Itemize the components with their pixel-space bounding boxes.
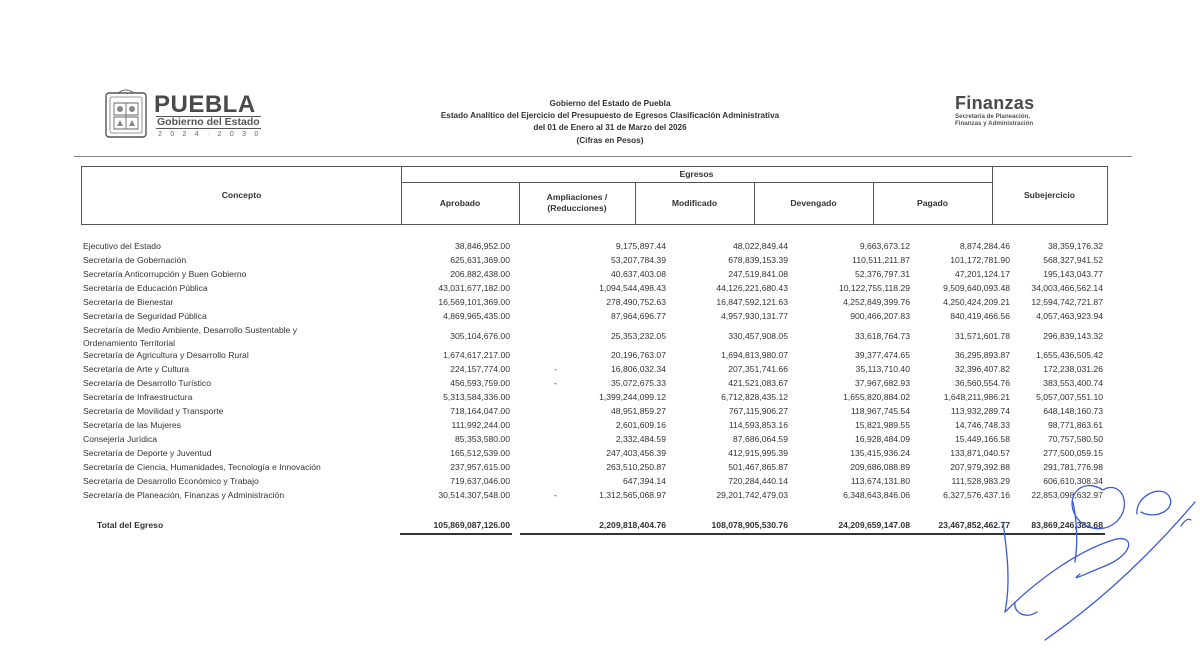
header-aprobado: Aprobado [439,197,481,208]
cell-devengado: 135,415,936.24 [850,448,910,458]
row-concept: Secretaría Anticorrupción y Buen Gobierno [83,269,247,279]
cell-devengado: 39,377,474.65 [855,350,910,360]
logo-subtitle: Gobierno del Estado [157,116,260,128]
cell-aprobado: 43,031,677,182.00 [438,283,510,293]
state-seal-icon [104,89,148,139]
total-subejercicio: 83,869,246,383.68 [1031,520,1103,530]
cell-subejercicio: 291,781,776.98 [1043,462,1103,472]
cell-modificado: 501,467,865.87 [728,462,788,472]
cell-ampliaciones: 278,490,752.63 [606,297,666,307]
cell-devengado: 52,376,797.31 [855,269,910,279]
cell-modificado: 29,201,742,479.03 [716,490,788,500]
cell-subejercicio: 383,553,400.74 [1043,378,1103,388]
cell-aprobado: 165,512,539.00 [450,448,510,458]
table-row [0,405,1200,418]
cell-devengado: 37,967,682.93 [855,378,910,388]
cell-ampliaciones: 20,196,763.07 [611,350,666,360]
row-concept: Secretaría de Ciencia, Humanidades, Tecnología e Innovación [83,462,321,472]
cell-aprobado: 4,869,965,435.00 [443,311,510,321]
cell-ampliaciones: 87,964,696.77 [611,311,666,321]
cell-modificado: 87,686,064.59 [733,434,788,444]
cell-aprobado: 1,674,617,217.00 [443,350,510,360]
cell-ampliaciones: 247,403,456.39 [606,448,666,458]
row-concept: Secretaría de Desarrollo Turístico [83,378,212,388]
title-line-1: Gobierno del Estado de Puebla [549,99,671,108]
cell-subejercicio: 34,003,466,562.14 [1031,283,1103,293]
total-underline [400,533,512,535]
table-row [0,324,1200,350]
finanzas-subtitle-2: Finanzas y Administración [955,120,1034,127]
cell-subejercicio: 4,057,463,923.94 [1036,311,1103,321]
cell-pagado: 47,201,124.17 [955,269,1010,279]
header-ampliaciones: Ampliaciones / (Reducciones) [546,192,608,213]
cell-devengado: 1,655,820,884.02 [843,392,910,402]
cell-aprobado: 30,514,307,548.00 [438,490,510,500]
cell-pagado: 8,874,284.46 [959,241,1010,251]
handwritten-signature [985,462,1200,647]
cell-aprobado: 206,882,438.00 [450,269,510,279]
cell-modificado: 114,593,853.16 [728,420,788,430]
row-concept: Secretaría de Gobernación [83,255,187,265]
cell-aprobado: 16,569,101,369.00 [438,297,510,307]
table-row [0,282,1200,295]
cell-ampliaciones: 263,510,250.87 [606,462,666,472]
logo-puebla-text: PUEBLA [154,91,256,118]
row-concept: Secretaría de Seguridad Pública [83,311,207,321]
cell-modificado: 720,284,440.14 [728,476,788,486]
cell-aprobado: 456,593,759.00 [450,378,510,388]
cell-subejercicio: 12,594,742,721.87 [1031,297,1103,307]
header-divider [74,156,1132,157]
header-pagado: Pagado [916,197,949,208]
cell-pagado: 1,648,211,986.21 [943,392,1010,402]
table-row [0,447,1200,460]
row-concept: Secretaría de Medio Ambiente, Desarrollo Sustentable y [83,325,298,335]
cell-aprobado: 719,637,046.00 [450,476,510,486]
cell-ampliaciones: 2,332,484.59 [615,434,666,444]
cell-pagado: 9,509,640,093.48 [943,283,1010,293]
cell-modificado: 4,957,930,131.77 [721,311,788,321]
row-concept: Secretaría de Deporte y Juventud [83,448,212,458]
cell-ampliaciones: 53,207,784.39 [611,255,666,265]
title-line-2: Estado Analítico del Ejercicio del Presupuesto de Egresos Clasificación Administrativa [440,111,780,121]
header-concepto: Concepto [221,190,262,200]
cell-aprobado: 38,846,952.00 [455,241,510,251]
table-row [0,419,1200,432]
header-modificado: Modificado [671,197,718,208]
title-line-3: del 01 de Enero al 31 de Marzo del 2026 [533,123,687,133]
cell-subejercicio: 70,757,580.50 [1048,434,1103,444]
cell-pagado: 133,871,040.57 [950,448,1010,458]
cell-devengado: 6,348,643,846.06 [843,490,910,500]
cell-modificado: 330,457,908.05 [728,331,788,341]
cell-modificado: 247,519,841.08 [728,269,788,279]
cell-pagado: 6,327,576,437.16 [943,490,1010,500]
row-concept: Secretaría de Bienestar [83,297,174,307]
table-row [0,310,1200,323]
table-row [0,296,1200,309]
cell-subejercicio: 1,655,436,505.42 [1036,350,1103,360]
cell-ampliaciones: 1,399,244,099.12 [599,392,666,402]
cell-devengado: 15,821,989.55 [855,420,910,430]
cell-devengado: 900,466,207.83 [850,311,910,321]
header-devengado: Devengado [790,197,837,208]
cell-devengado: 118,967,745.54 [850,406,910,416]
table-row [0,433,1200,446]
cell-ampliaciones: 35,072,675.33 [611,378,666,388]
cell-ampliaciones: 9,175,897.44 [615,241,666,251]
cell-pagado: 111,528,983.29 [951,476,1010,486]
cell-devengado: 209,686,088.89 [850,462,910,472]
table-row [0,363,1200,376]
cell-aprobado: 718,164,047.00 [450,406,510,416]
cell-devengado: 9,663,673.12 [859,241,910,251]
cell-ampliaciones: 1,312,565,068.97 [599,490,666,500]
cell-pagado: 32,396,407.82 [955,364,1010,374]
cell-subejercicio: 98,771,863.61 [1048,420,1103,430]
cell-aprobado: 625,631,369.00 [450,255,510,265]
cell-subejercicio: 568,327,941.52 [1043,255,1103,265]
row-concept: Secretaría de Agricultura y Desarrollo Rural [83,350,249,360]
total-aprobado: 105,869,087,126.00 [433,520,510,530]
row-concept: Secretaría de Arte y Cultura [83,364,190,374]
cell-pagado: 14,746,748.33 [955,420,1010,430]
cell-aprobado: 305,104,676.00 [450,331,510,341]
cell-ampliaciones: 40,637,403.08 [611,269,666,279]
negative-sign: - [554,490,557,500]
table-row [0,268,1200,281]
cell-devengado: 35,113,710.40 [855,364,910,374]
header-egresos: Egresos [679,169,714,179]
cell-pagado: 101,172,781.90 [950,255,1010,265]
cell-modificado: 16,847,592,121.63 [716,297,788,307]
cell-pagado: 36,295,893.87 [955,350,1010,360]
total-modificado: 108,078,905,530.76 [711,520,788,530]
finanzas-logo-text: Finanzas [955,93,1035,113]
cell-aprobado: 5,313,584,336.00 [443,392,510,402]
row-concept: Secretaría de las Mujeres [83,420,181,430]
cell-pagado: 207,979,392.88 [950,462,1010,472]
cell-ampliaciones: 16,806,032.34 [611,364,666,374]
cell-devengado: 33,618,764.73 [855,331,910,341]
header-subejercicio: Subejercicio [1023,190,1076,200]
row-concept: Ejecutivo del Estado [83,241,161,251]
cell-subejercicio: 195,143,043.77 [1043,269,1103,279]
cell-subejercicio: 172,238,031.26 [1043,364,1103,374]
cell-ampliaciones: 48,951,859.27 [611,406,666,416]
cell-ampliaciones: 1,094,544,498.43 [599,283,666,293]
row-concept: Secretaría de Educación Pública [83,283,208,293]
finanzas-subtitle-1: Secretaría de Planeación, [955,113,1030,120]
row-concept: Secretaría de Planeación, Finanzas y Administración [83,490,285,500]
table-header [81,166,1108,225]
cell-subejercicio: 296,839,143.32 [1043,331,1103,341]
cell-modificado: 48,022,849.44 [733,241,788,251]
cell-ampliaciones: 2,601,609.16 [615,420,666,430]
cell-subejercicio: 277,500,059.15 [1043,448,1103,458]
row-concept-continued: Ordenamiento Territorial [83,338,176,348]
total-devengado: 24,209,659,147.08 [838,520,910,530]
cell-aprobado: 224,157,774.00 [450,364,510,374]
cell-pagado: 4,250,424,209.21 [943,297,1010,307]
cell-pagado: 15,449,166.58 [955,434,1010,444]
cell-devengado: 110,511,211.87 [852,255,910,265]
total-label: Total del Egreso [97,520,164,530]
cell-ampliaciones: 25,353,232.05 [611,331,666,341]
cell-devengado: 113,674,131.80 [850,476,910,486]
cell-modificado: 207,351,741.66 [728,364,788,374]
cell-devengado: 10,122,755,118.29 [838,283,910,293]
row-concept: Secretaría de Movilidad y Transporte [83,406,224,416]
total-pagado: 23,467,852,462.77 [938,520,1010,530]
report-title [330,98,890,147]
cell-subejercicio: 38,359,176.32 [1048,241,1103,251]
cell-ampliaciones: 647,394.14 [622,476,666,486]
finanzas-logo [955,94,1065,127]
cell-modificado: 767,115,906.27 [728,406,788,416]
row-concept: Consejería Jurídica [83,434,158,444]
title-line-4: (Cifras en Pesos) [576,135,644,145]
cell-pagado: 113,932,289.74 [950,406,1010,416]
cell-aprobado: 85,353,580.00 [455,434,510,444]
row-concept: Secretaría de Desarrollo Económico y Trabajo [83,476,259,486]
negative-sign: - [554,378,557,388]
cell-subejercicio: 648,148,160.73 [1043,406,1103,416]
table-row [0,377,1200,390]
table-row [0,349,1200,362]
cell-aprobado: 111,992,244.00 [451,420,510,430]
cell-subejercicio: 606,610,308.34 [1043,476,1103,486]
logo-years: 2 0 2 4 · 2 0 3 0 [158,131,262,138]
cell-subejercicio: 22,853,098,632.97 [1031,490,1103,500]
cell-modificado: 6,712,828,435.12 [721,392,788,402]
cell-modificado: 678,839,153.39 [728,255,788,265]
puebla-logo [104,89,284,139]
cell-modificado: 1,694,813,980.07 [721,350,788,360]
negative-sign: - [554,364,557,374]
cell-modificado: 421,521,083.67 [728,378,788,388]
cell-subejercicio: 5,057,007,551.10 [1036,392,1103,402]
table-row [0,254,1200,267]
cell-devengado: 16,928,484.09 [855,434,910,444]
table-row [0,391,1200,404]
cell-aprobado: 237,957,615.00 [450,462,510,472]
cell-modificado: 412,915,995.39 [728,448,788,458]
cell-devengado: 4,252,849,399.76 [843,297,910,307]
row-concept: Secretaría de Infraestructura [83,392,193,402]
cell-modificado: 44,126,221,680.43 [716,283,788,293]
total-ampliaciones: 2,209,818,404.76 [599,520,666,530]
cell-pagado: 36,560,554.76 [955,378,1010,388]
cell-pagado: 840,419,466.56 [950,311,1010,321]
cell-pagado: 31,571,601.78 [955,331,1010,341]
table-row [0,240,1200,253]
